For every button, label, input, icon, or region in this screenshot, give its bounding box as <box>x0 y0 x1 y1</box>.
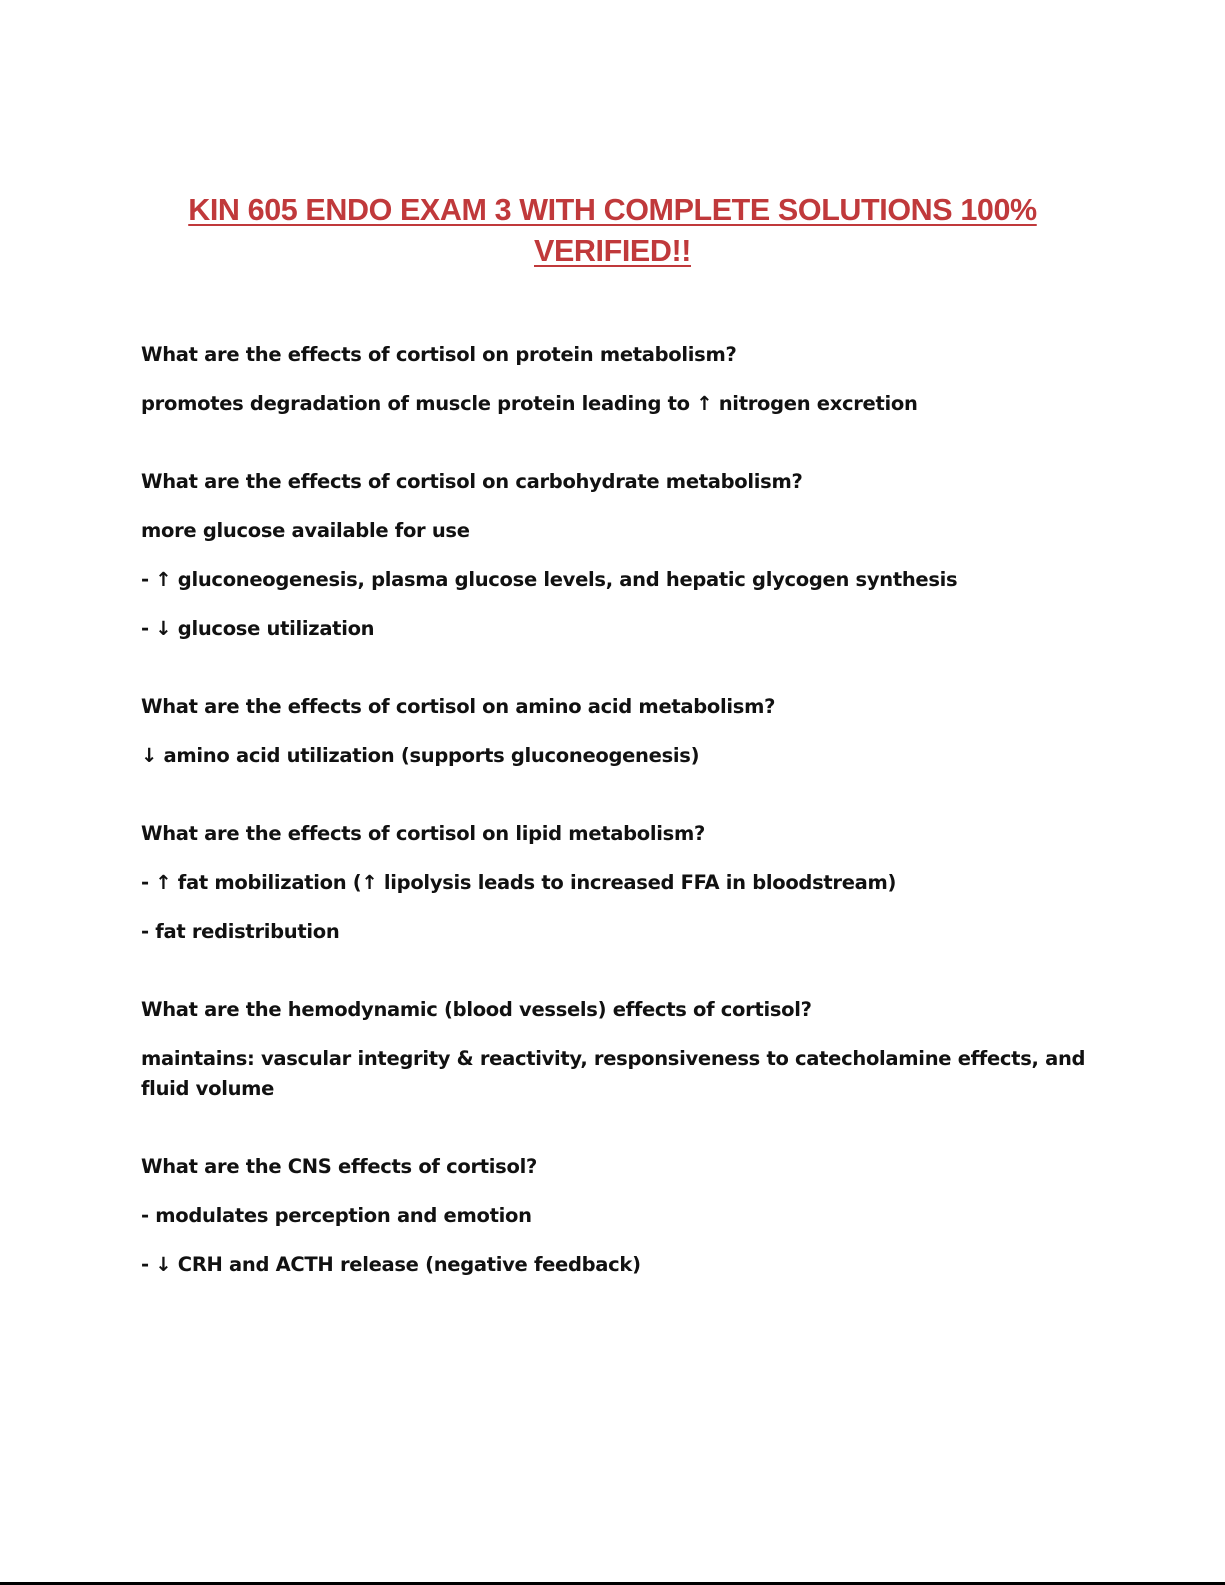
title-line-2: VERIFIED!! <box>534 234 691 268</box>
answer-line: maintains: vascular integrity & reactivity, responsiveness to catecholamine effects, and fluid volume <box>141 1047 1086 1100</box>
qa-item <box>141 1152 1091 1280</box>
answer-line: ↓ amino acid utilization (supports gluconeogenesis) <box>141 744 700 767</box>
qa-item <box>141 340 1091 419</box>
answer-line: more glucose available for use <box>141 519 470 542</box>
qa-item <box>141 467 1091 644</box>
qa-item <box>141 995 1091 1104</box>
document-title <box>120 190 1105 272</box>
question-text: What are the effects of cortisol on carbohydrate metabolism? <box>141 470 803 493</box>
question-text: What are the effects of cortisol on protein metabolism? <box>141 343 737 366</box>
answer-line: - modulates perception and emotion <box>141 1204 532 1227</box>
question-text: What are the effects of cortisol on amino acid metabolism? <box>141 695 776 718</box>
answer-line: - fat redistribution <box>141 920 340 943</box>
question-text: What are the CNS effects of cortisol? <box>141 1155 537 1178</box>
qa-list <box>141 340 1091 1328</box>
title-line-1: KIN 605 ENDO EXAM 3 WITH COMPLETE SOLUTIONS 100% <box>188 193 1037 227</box>
answer-line: - ↓ glucose utilization <box>141 617 375 640</box>
answer-line: - ↑ fat mobilization (↑ lipolysis leads to increased FFA in bloodstream) <box>141 871 897 894</box>
qa-item <box>141 819 1091 947</box>
answer-line: - ↓ CRH and ACTH release (negative feedback) <box>141 1253 641 1276</box>
question-text: What are the hemodynamic (blood vessels) effects of cortisol? <box>141 998 812 1021</box>
answer-line: - ↑ gluconeogenesis, plasma glucose levels, and hepatic glycogen synthesis <box>141 568 958 591</box>
answer-line: promotes degradation of muscle protein leading to ↑ nitrogen excretion <box>141 392 918 415</box>
qa-item <box>141 692 1091 771</box>
question-text: What are the effects of cortisol on lipid metabolism? <box>141 822 705 845</box>
